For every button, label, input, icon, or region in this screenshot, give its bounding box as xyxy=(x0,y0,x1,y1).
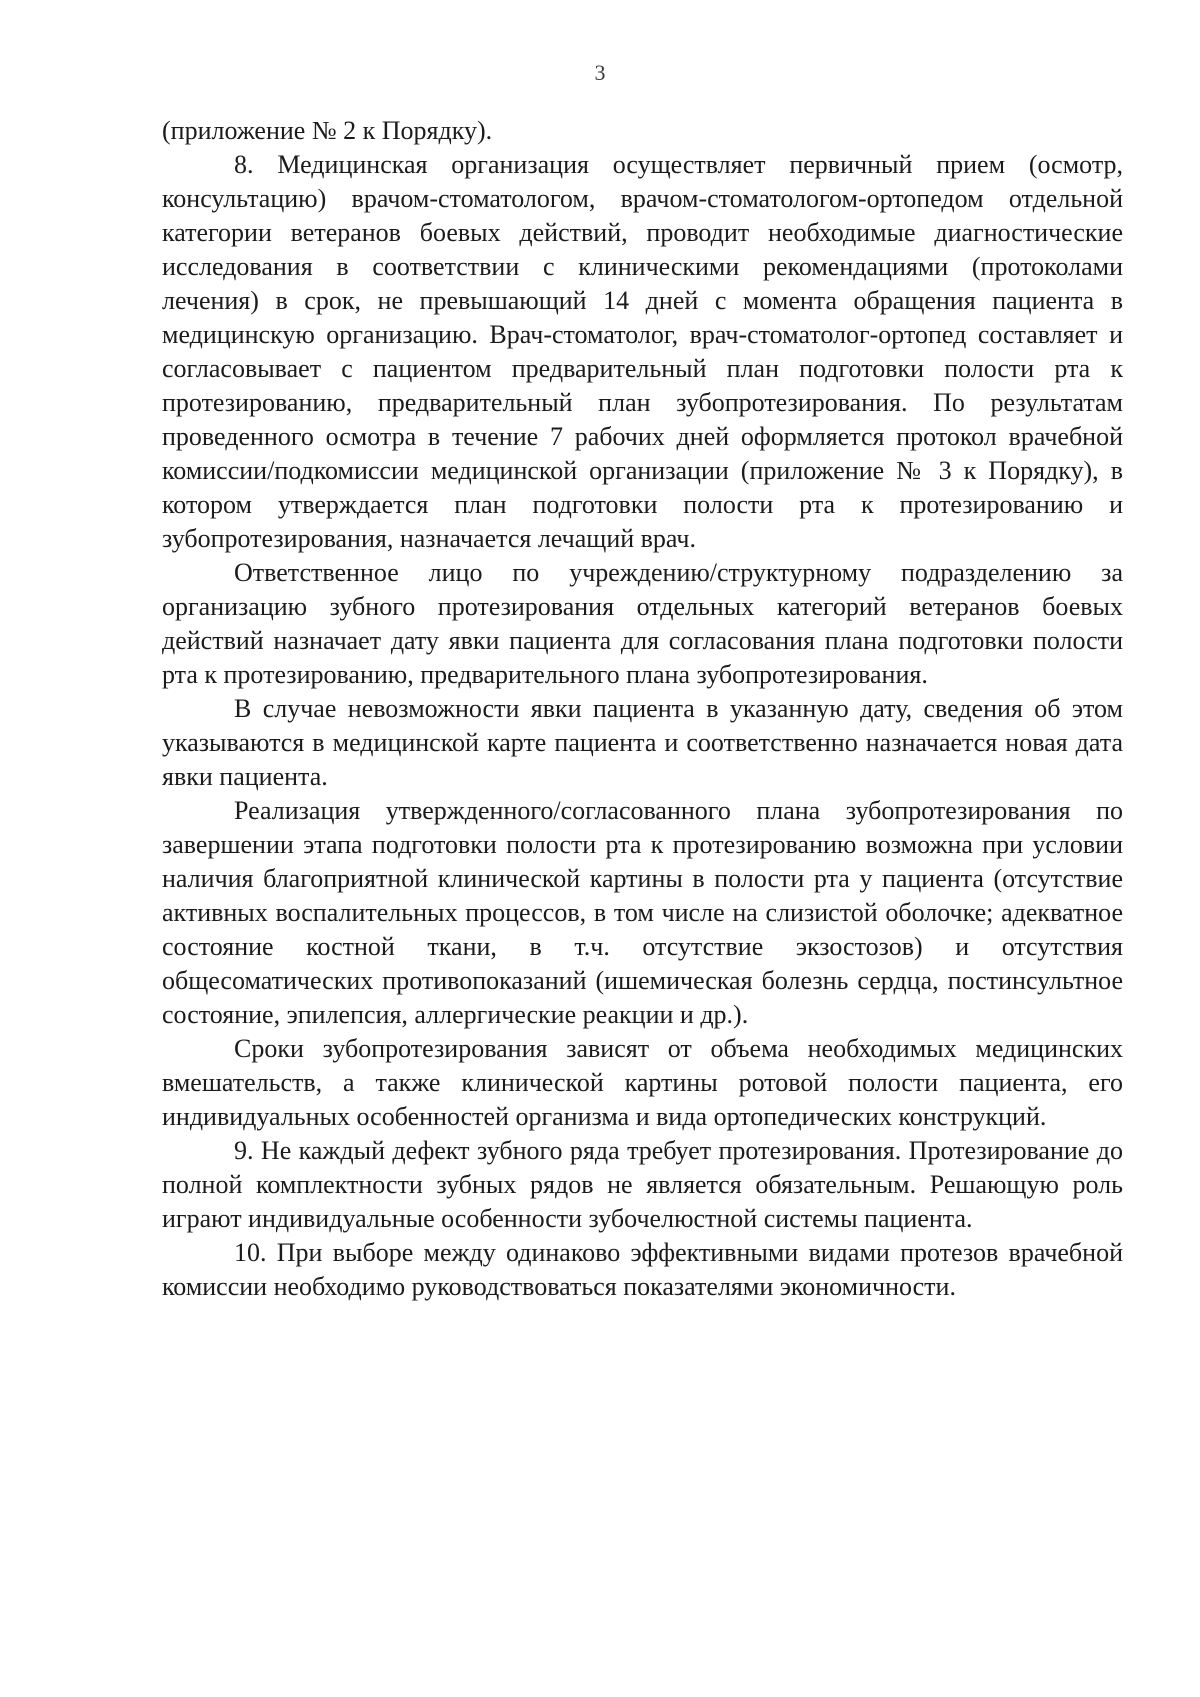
paragraph-plan-implementation: Реализация утвержденного/согласованного плана зубопротезирования по завершении этапа подготовки полости рта к протезированию возможна при условии наличия благоприятной клинической картины в полости рта у пациента (отсутствие активных воспалительных процессов, в том числе на слизистой оболочке; адекватное состояние костной ткани, в т.ч. отсутствие экзостозов) и отсутствия общесоматических противопоказаний (ишемическая болезнь сердца, постинсультное состояние, эпилепсия, аллергические реакции и др.). xyxy=(162,796,1123,1029)
document-body xyxy=(162,114,1123,1304)
paragraph-responsible-person: Ответственное лицо по учреждению/структурному подразделению за организацию зубного протезирования отдельных категорий ветеранов боевых действий назначает дату явки пациента для согласования плана подготовки полости рта к протезированию, предварительного плана зубопротезирования. xyxy=(162,558,1123,689)
page-number: 3 xyxy=(594,60,606,85)
paragraph-10: 10. При выборе между одинаково эффективными видами протезов врачебной комиссии необходимо руководствоваться показателями экономичности. xyxy=(162,1238,1123,1301)
paragraph-annex-ref: (приложение № 2 к Порядку). xyxy=(162,116,493,145)
paragraph-9: 9. Не каждый дефект зубного ряда требует протезирования. Протезирование до полной комплектности зубных рядов не является обязательным. Решающую роль играют индивидуальные особенности зубочелюстной системы пациента. xyxy=(162,1136,1123,1233)
paragraph-8: 8. Медицинская организация осуществляет первичный прием (осмотр, консультацию) врачом-стоматологом, врачом-стоматологом-ортопедом отдельной категории ветеранов боевых действий, проводит необходимые диагностические исследования в соответствии с клиническими рекомендациями (протоколами лечения) в срок, не превышающий 14 дней с момента обращения пациента в медицинскую организацию. Врач-стоматолог, врач-стоматолог-ортопед составляет и согласовывает с пациентом предварительный план подготовки полости рта к протезированию, предварительный план зубопротезирования. По результатам проведенного осмотра в течение 7 рабочих дней оформляется протокол врачебной комиссии/подкомиссии медицинской организации (приложение № 3 к Порядку), в котором утверждается план подготовки полости рта к протезированию и зубопротезирования, назначается лечащий врач. xyxy=(162,150,1123,553)
paragraph-prosthetics-terms: Сроки зубопротезирования зависят от объема необходимых медицинских вмешательств, а также клинической картины ротовой полости пациента, его индивидуальных особенностей организма и вида ортопедических конструкций. xyxy=(162,1034,1123,1131)
paragraph-missed-visit: В случае невозможности явки пациента в указанную дату, сведения об этом указываются в медицинской карте пациента и соответственно назначается новая дата явки пациента. xyxy=(162,694,1123,791)
